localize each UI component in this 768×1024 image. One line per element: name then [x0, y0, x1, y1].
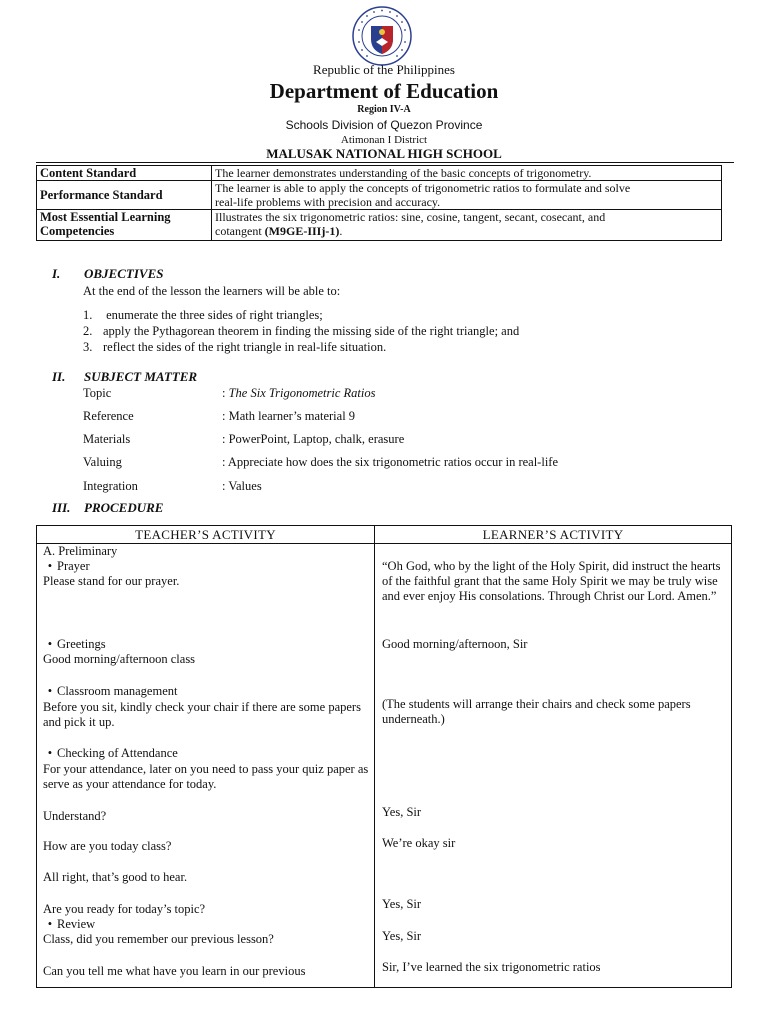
standards-table: [36, 165, 722, 241]
teacher-activity-header: TEACHER’S ACTIVITY: [135, 527, 276, 542]
how-are-you-text: How are you today class?: [43, 839, 172, 853]
item-number: 1.: [83, 308, 93, 322]
how-response: We’re okay sir: [382, 836, 456, 850]
learn-text: Can you tell me what have you learn in our previous: [43, 964, 306, 978]
deped-seal-icon: [352, 6, 412, 66]
classroom-response: (The students will arrange their chairs and check some papers underneath.): [382, 697, 691, 726]
greetings-item: [43, 637, 369, 652]
greetings-text: Good morning/afternoon class: [43, 652, 196, 666]
performance-standard-label: Performance Standard: [37, 181, 212, 210]
learn-response: Sir, I’ve learned the six trigonometric ratios: [382, 960, 601, 974]
topic-value: The Six Trigonometric Ratios: [228, 386, 376, 400]
melc-label-line-1: Most Essential Learning: [40, 210, 171, 224]
row-value: : The Six Trigonometric Ratios: [222, 386, 376, 400]
review-item: [43, 917, 369, 932]
prayer-item: [43, 559, 369, 574]
division-line: Schools Division of Quezon Province: [285, 118, 483, 132]
row-value: : Math learner’s material 9: [222, 409, 356, 423]
procedure-header-row: [37, 526, 731, 544]
greetings-label: Greetings: [57, 637, 106, 651]
row-label: Topic: [83, 386, 112, 400]
understand-text: Understand?: [43, 809, 107, 823]
content-standard-label: Content Standard: [37, 166, 212, 181]
subject-matter-title: SUBJECT MATTER: [84, 369, 198, 384]
performance-line-1: The learner is able to apply the concepts of trigonometric ratios to formulate and solve: [215, 181, 631, 195]
region-line: Region IV-A: [357, 104, 411, 115]
row-value: : Values: [222, 479, 262, 493]
bullet-icon: •: [47, 559, 53, 573]
melc-value: [212, 210, 722, 241]
district-line: Atimonan I District: [340, 134, 428, 146]
preliminary-label: A. Preliminary: [43, 544, 118, 558]
bullet-icon: •: [47, 637, 53, 651]
table-row: [37, 166, 722, 181]
item-number: 2.: [83, 324, 93, 338]
table-row: [37, 181, 722, 210]
content-standard-value: The learner demonstrates understanding of the basic concepts of trigonometry.: [212, 166, 722, 181]
bullet-icon: •: [47, 917, 53, 931]
objectives-number: I.: [52, 266, 61, 281]
review-label: Review: [57, 917, 96, 931]
prayer-label: Prayer: [57, 559, 90, 573]
list-item: [83, 340, 519, 356]
melc-line-2: cotangent: [215, 224, 265, 238]
learner-activity-header: LEARNER’S ACTIVITY: [482, 527, 624, 542]
prayer-text: Please stand for our prayer.: [43, 574, 180, 588]
melc-line-1: Illustrates the six trigonometric ratios: sine, cosine, tangent, secant, cosecant, and: [215, 210, 606, 224]
melc-label-line-2: Competencies: [40, 224, 115, 238]
item-number: 3.: [83, 340, 93, 354]
table-row: [37, 210, 722, 241]
row-value: : PowerPoint, Laptop, chalk, erasure: [222, 432, 405, 446]
row-value: : Appreciate how does the six trigonometric ratios occur in real-life: [222, 455, 558, 469]
attendance-item: [43, 746, 369, 761]
performance-standard-value: [212, 181, 722, 210]
subject-matter-heading: [52, 369, 197, 385]
item-text: enumerate the three sides of right triangles;: [103, 308, 323, 322]
row-label: Integration: [83, 479, 138, 493]
understand-response: Yes, Sir: [382, 805, 422, 819]
objectives-title: OBJECTIVES: [84, 266, 164, 281]
republic-line: Republic of the Philippines: [313, 62, 455, 77]
bullet-icon: •: [47, 746, 53, 760]
school-name: MALUSAK NATIONAL HIGH SCHOOL: [266, 146, 502, 161]
objectives-intro: At the end of the lesson the learners will be able to:: [83, 284, 341, 298]
review-text: Class, did you remember our previous lesson?: [43, 932, 274, 946]
row-label: Reference: [83, 409, 134, 423]
department-title: Department of Education: [269, 79, 499, 103]
list-item: [83, 324, 519, 340]
performance-line-2: real-life problems with precision and accuracy.: [215, 195, 441, 209]
melc-end: .: [339, 224, 343, 238]
classroom-text: Before you sit, kindly check your chair if there are some papers and pick it up.: [43, 700, 361, 729]
item-text: reflect the sides of the right triangle in real-life situation.: [103, 340, 387, 354]
item-text: apply the Pythagorean theorem in finding the missing side of the right triangle; and: [103, 324, 520, 338]
row-label: Valuing: [83, 455, 122, 469]
review-response: Yes, Sir: [382, 929, 422, 943]
procedure-table: [36, 525, 732, 988]
attendance-text: For your attendance, later on you need to pass your quiz paper as serve as your attendance for today.: [43, 762, 369, 791]
greetings-response: Good morning/afternoon, Sir: [382, 637, 528, 651]
melc-label: [37, 210, 212, 241]
classroom-label: Classroom management: [57, 684, 178, 698]
objectives-list: [83, 308, 519, 356]
procedure-number: III.: [52, 500, 71, 515]
header-divider: [36, 162, 734, 163]
attendance-label: Checking of Attendance: [57, 746, 178, 760]
column-divider: [374, 526, 375, 987]
objectives-heading: [52, 266, 163, 282]
melc-code: (M9GE-IIIj-1): [264, 224, 340, 238]
subject-matter-number: II.: [52, 369, 66, 384]
prayer-response: “Oh God, who by the light of the Holy Spirit, did instruct the hearts of the faithful grant that the same Holy Spirit we may be truly wise and ever enjoy His consolations. Through Christ our Lord. Amen.”: [382, 559, 721, 603]
procedure-heading: [52, 500, 163, 516]
row-label: Materials: [83, 432, 131, 446]
good-to-hear-text: All right, that’s good to hear.: [43, 870, 188, 884]
ready-response: Yes, Sir: [382, 897, 422, 911]
list-item: [83, 308, 519, 324]
ready-text: Are you ready for today’s topic?: [43, 902, 206, 916]
bullet-icon: •: [47, 684, 53, 698]
procedure-title: PROCEDURE: [84, 500, 164, 515]
classroom-item: [43, 684, 369, 699]
